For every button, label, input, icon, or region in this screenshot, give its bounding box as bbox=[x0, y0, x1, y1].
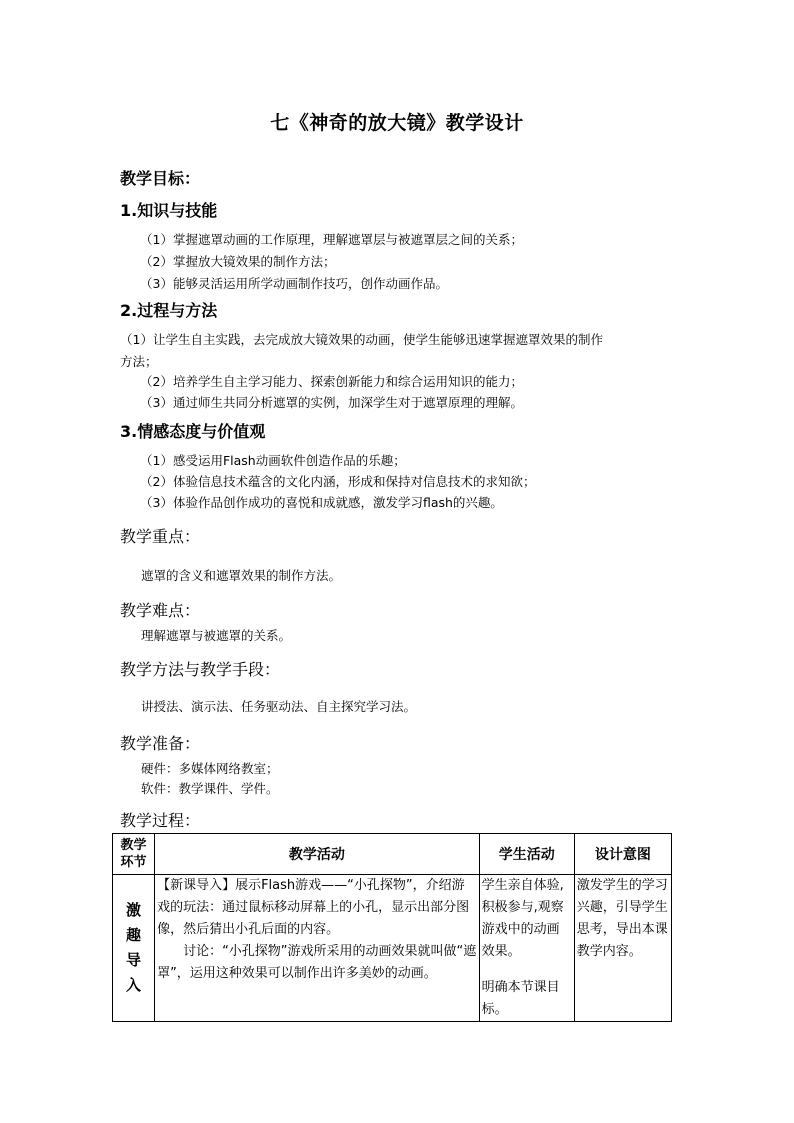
activity-paragraph: 讨论：“小孔探物”游戏所采用的动画效果就叫做“遮罩”，运用这种效果可以制作出许多美妙的动画。 bbox=[157, 944, 477, 981]
activity-paragraph: 【新课导入】展示Flash游戏——“小孔探物”，介绍游戏的玩法：通过鼠标移动屏幕上的小孔，显示出部分图像，然后猜出小孔后面的内容。 bbox=[157, 878, 470, 937]
student-paragraph: 学生亲自体验,积极参与,观察游戏中的动画效果。 bbox=[481, 878, 564, 959]
section1-item: （2）掌握放大镜效果的制作方法； bbox=[140, 254, 336, 269]
process-heading: 教学过程： bbox=[120, 811, 201, 830]
section3-item: （2）体验信息技术蕴含的文化内涵，形成和保持对信息技术的求知欲； bbox=[140, 474, 536, 489]
key-point-heading: 教学重点： bbox=[120, 527, 201, 546]
student-paragraph: 明确本节课目标。 bbox=[481, 980, 560, 1017]
difficulty-text: 理解遮罩与被遮罩的关系。 bbox=[141, 628, 292, 643]
preparation-heading: 教学准备： bbox=[120, 734, 201, 753]
activity-cell bbox=[155, 875, 480, 1022]
table-row bbox=[113, 875, 672, 1022]
section3-item: （1）感受运用Flash动画软件创造作品的乐趣； bbox=[140, 453, 406, 468]
objectives-heading: 教学目标： bbox=[120, 169, 201, 188]
section1-item: （3）能够灵活运用所学动画制作技巧，创作动画作品。 bbox=[140, 276, 448, 291]
section1-item: （1）掌握遮罩动画的工作原理，理解遮罩层与被遮罩层之间的关系； bbox=[140, 232, 523, 247]
document-title: 七《神奇的放大镜》教学设计 bbox=[270, 112, 524, 134]
intent-cell: 激发学生的学习兴趣，引导学生思考，导出本课教学内容。 bbox=[574, 875, 671, 1022]
hardware-text: 硬件：多媒体网络教室； bbox=[141, 761, 279, 776]
section2-item: （3）通过师生共同分析遮罩的实例，加深学生对于遮罩原理的理解。 bbox=[140, 395, 523, 410]
methods-heading: 教学方法与教学手段： bbox=[120, 660, 281, 679]
software-text: 软件：教学课件、学件。 bbox=[141, 781, 279, 796]
section2-heading: 2.过程与方法 bbox=[120, 301, 218, 320]
table-header-row bbox=[113, 834, 672, 875]
section3-item: （3）体验作品创作成功的喜悦和成就感，激发学习flash的兴趣。 bbox=[140, 495, 503, 510]
process-table bbox=[112, 833, 672, 1022]
column-header-stage: 教学环节 bbox=[113, 834, 155, 875]
section2-item: （1）让学生自主实践，去完成放大镜效果的动画，使学生能够迅速掌握遮罩效果的制作 bbox=[120, 332, 603, 347]
difficulty-heading: 教学难点： bbox=[120, 601, 201, 620]
column-header-activity: 教学活动 bbox=[155, 834, 480, 875]
student-cell bbox=[479, 875, 574, 1022]
section2-item: （2）培养学生自主学习能力、探索创新能力和综合运用知识的能力； bbox=[140, 374, 523, 389]
column-header-student: 学生活动 bbox=[479, 834, 574, 875]
stage-label: 激趣导入 bbox=[126, 901, 142, 994]
section1-heading: 1.知识与技能 bbox=[120, 201, 218, 220]
key-point-text: 遮罩的含义和遮罩效果的制作方法。 bbox=[141, 568, 342, 583]
section3-heading: 3.情感态度与价值观 bbox=[120, 422, 266, 441]
column-header-intent: 设计意图 bbox=[574, 834, 671, 875]
stage-cell bbox=[113, 875, 155, 1022]
methods-text: 讲授法、演示法、任务驱动法、自主探究学习法。 bbox=[141, 699, 417, 714]
section2-item-cont: 方法； bbox=[120, 354, 158, 369]
